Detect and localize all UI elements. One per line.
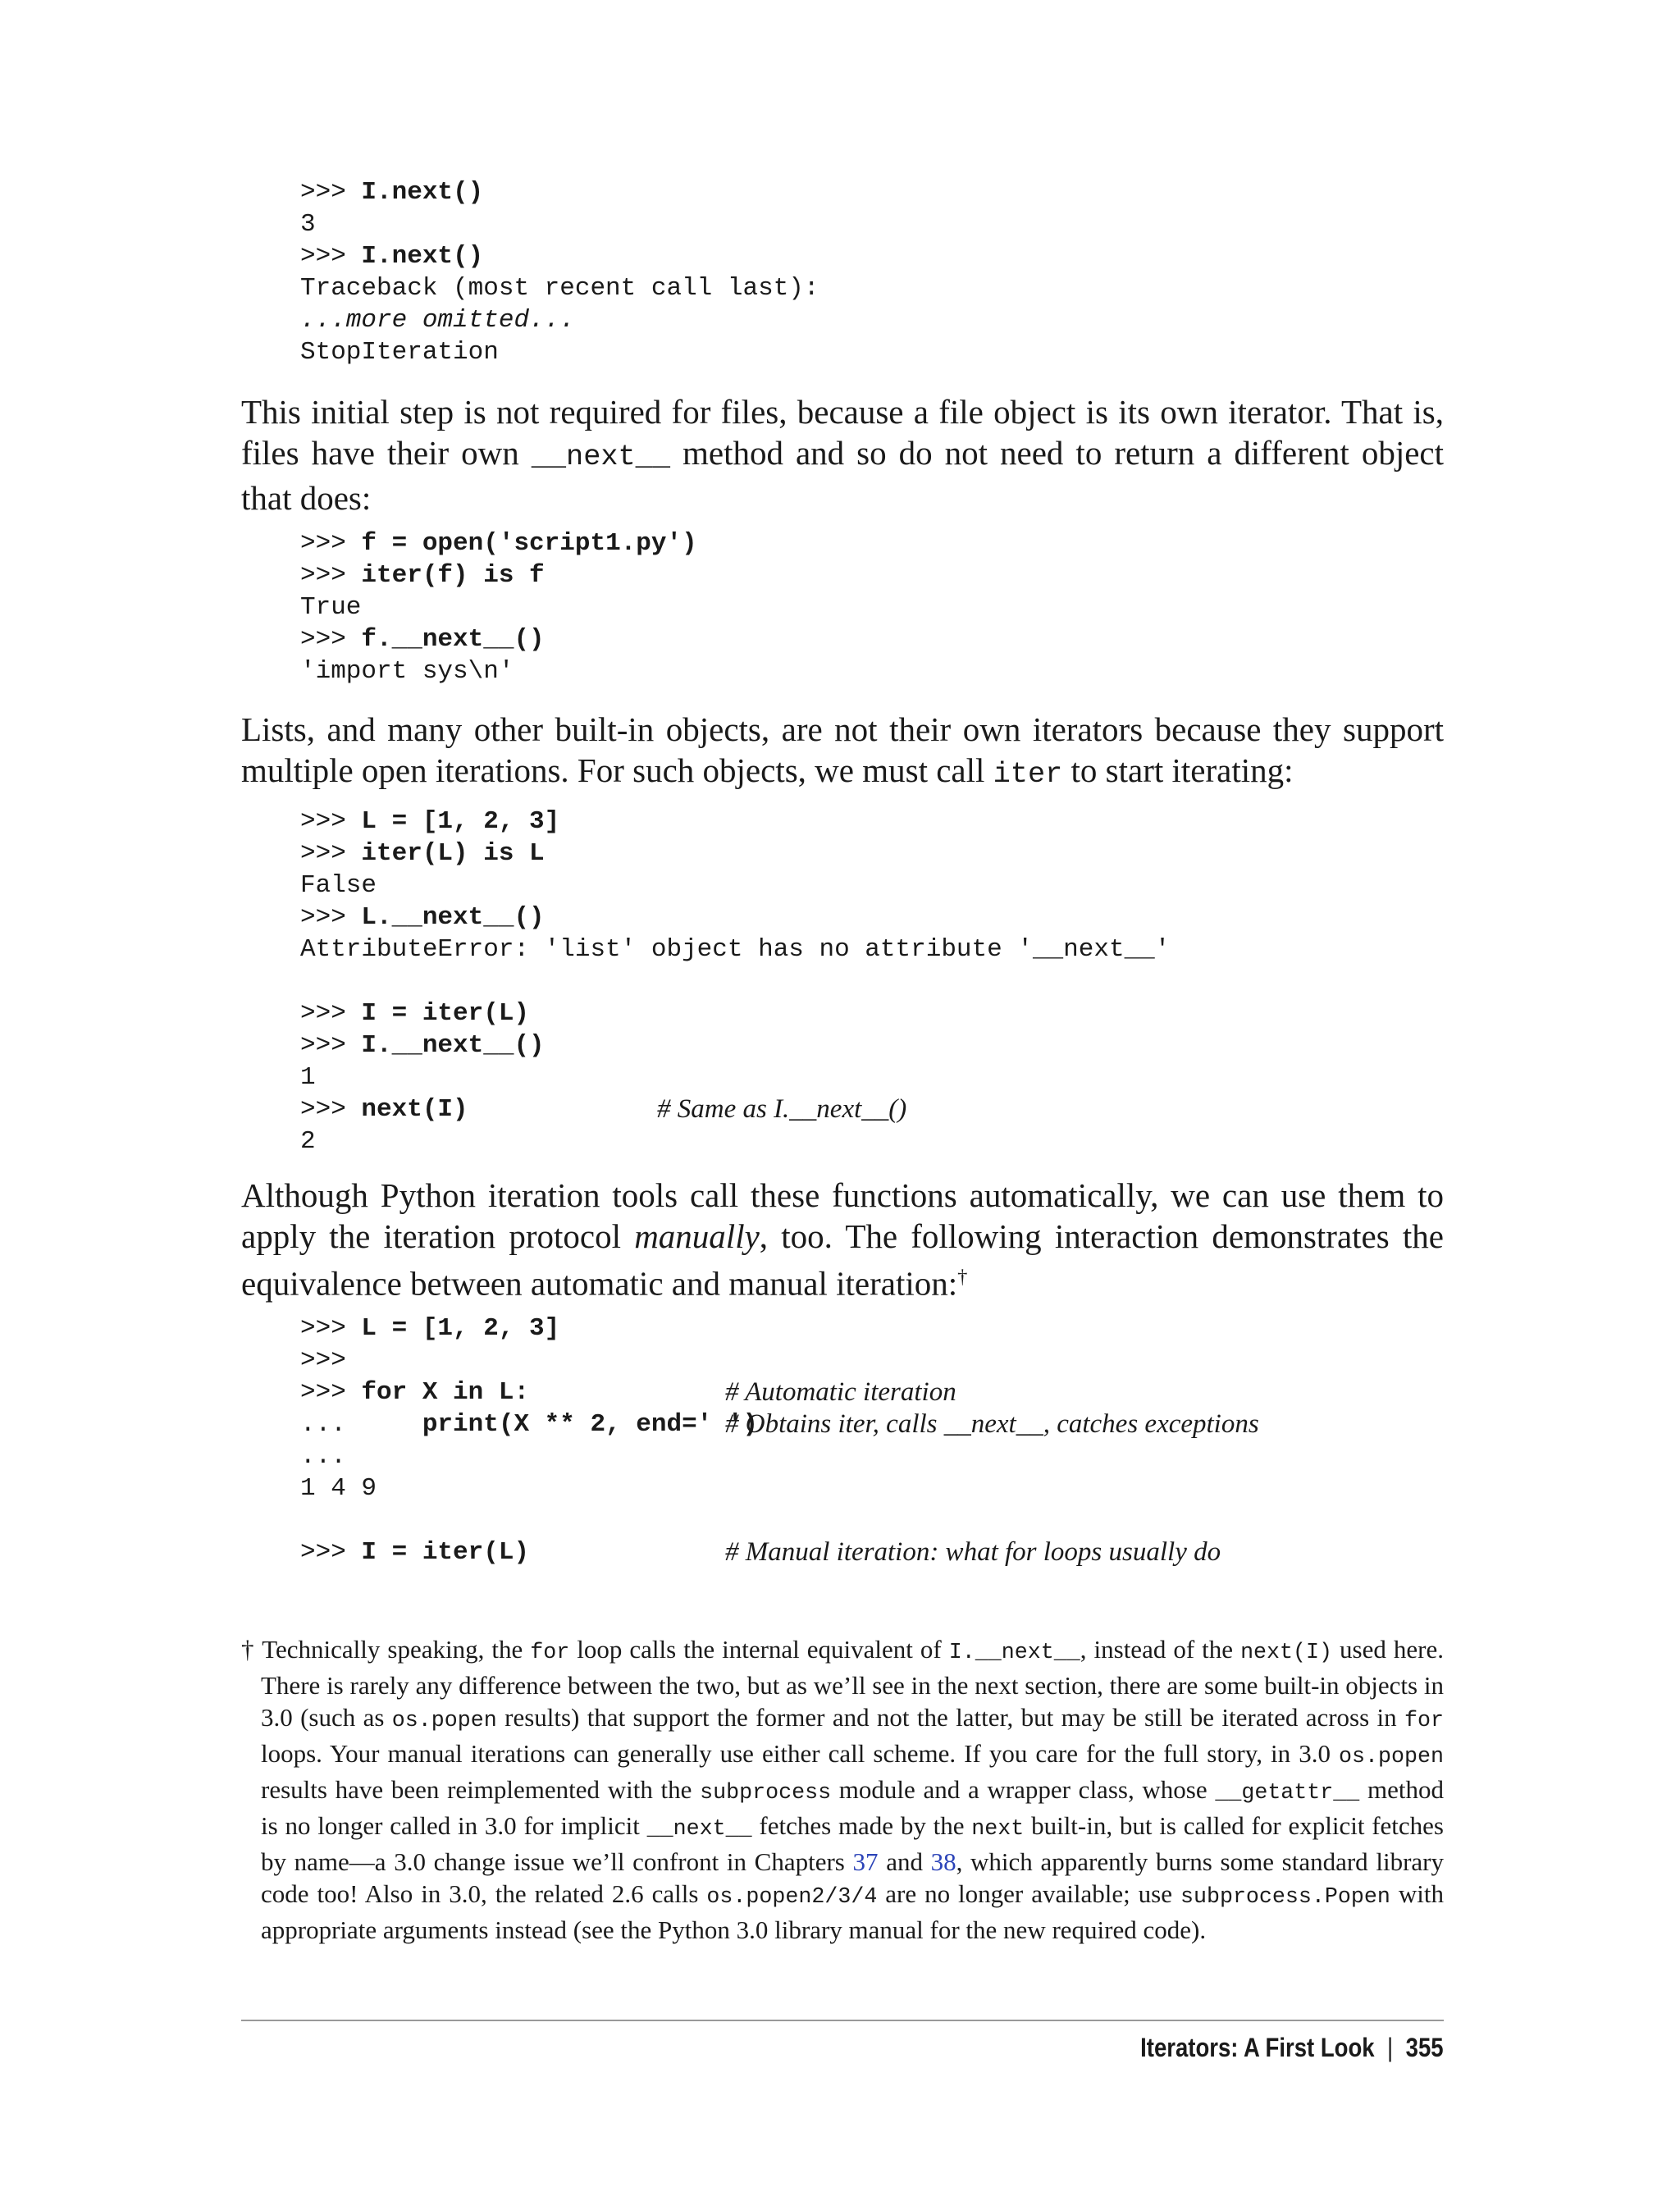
code-line: >>> L = [1, 2, 3] [300, 1314, 560, 1343]
footer-title: Iterators: A First Look [1140, 2033, 1375, 2062]
code-line: True [300, 593, 362, 622]
code-line: 2 [300, 1127, 316, 1156]
code-line: >>> I = iter(L) [300, 999, 530, 1028]
code-comment: # Obtains iter, calls __next__, catches exceptions [725, 1409, 1259, 1439]
code-line: >>> iter(L) is L [300, 839, 545, 868]
code-line: >>> I.__next__() [300, 1031, 545, 1060]
code-line: 1 [300, 1063, 316, 1092]
code-line: 1 4 9 [300, 1474, 377, 1503]
code-line: ... [300, 1442, 346, 1471]
code-line: 3 [300, 210, 316, 239]
paragraph-1: This initial step is not required for files, because a file object is its own iterator. That is, files have their own __next__ method and so do not need to return a different object that does: [241, 393, 1444, 517]
code-line-blank [300, 966, 1170, 998]
code-line-blank [300, 1504, 758, 1536]
code-line: ...more omitted... [300, 306, 575, 335]
code-line: >>> iter(f) is f [300, 561, 545, 590]
code-line: >>> for X in L: # Automatic iteration [300, 1377, 956, 1407]
code-line: >>> L = [1, 2, 3] [300, 807, 560, 836]
code-comment: # Automatic iteration [725, 1377, 956, 1407]
code-line: 'import sys\n' [300, 657, 514, 686]
paragraph-2: Lists, and many other built-in objects, are not their own iterators because they support multiple open iterations. For such objects, we must call iter to start iterating: [241, 710, 1444, 791]
code-comment: # Same as I.__next__() [657, 1094, 907, 1124]
code-block-4 [300, 1312, 1259, 1568]
paragraph-3: Although Python iteration tools call these functions automatically, we can use them to apply the iteration protocol manually, too. The following interaction demonstrates the equivalence between automatic and manual iteration:† [241, 1176, 1444, 1303]
chapter-link-38[interactable]: 38 [930, 1847, 956, 1876]
code-line: >>> L.__next__() [300, 903, 545, 932]
code-block-2 [300, 527, 697, 687]
page-footer [1141, 2031, 1444, 2064]
code-line: >>> f = open('script1.py') [300, 529, 697, 558]
footnote: † Technically speaking, the for loop calls the internal equivalent of I.__next__, instead of the next(I) used here. There is rarely any difference between the two, but as we’ll see in the next section, there are some built-in objects in 3.0 (such as os.popen results) that support the former and not the latter, but may be still be iterated across in for loops. Your manual iterations can generally use either call scheme. If you care for the full story, in 3.0 os.popen results have been reimplemented with the subprocess module and a wrapper class, whose __getattr__ method is no longer called in 3.0 for implicit __next__ fetches made by the next built-in, but is called for explicit fetches by name—a 3.0 change issue we’ll confront in Chapters 37 and 38, which apparently burns some standard library code too! Also in 3.0, the related 2.6 calls os.popen2/3/4 are no longer available; use subprocess.Popen with appropriate arguments instead (see the Python 3.0 library manual for the new required code). [241, 1635, 1444, 1944]
code-block-3 [300, 806, 1170, 1157]
page-number: 355 [1406, 2033, 1444, 2062]
code-line: >>> I.next() [300, 242, 484, 271]
footnote-marker[interactable]: † [957, 1266, 968, 1288]
footer-separator: | [1387, 2033, 1394, 2062]
code-block-1 [300, 176, 819, 368]
code-line: ... print(X ** 2, end=' ') # Obtains iter, calls __next__, catches exceptions [300, 1409, 1259, 1439]
code-line: AttributeError: 'list' object has no attribute '__next__' [300, 935, 1171, 964]
code-line: >>> next(I) # Same as I.__next__() [300, 1094, 907, 1124]
code-line: False [300, 871, 377, 900]
chapter-link-37[interactable]: 37 [852, 1847, 879, 1876]
code-line: >>> [300, 1346, 346, 1375]
code-line: StopIteration [300, 338, 499, 367]
code-comment: # Manual iteration: what for loops usually do [725, 1537, 1221, 1567]
code-line: Traceback (most recent call last): [300, 274, 819, 303]
code-line: >>> f.__next__() [300, 625, 545, 654]
footer-rule [241, 2020, 1444, 2021]
code-line: >>> I = iter(L) # Manual iteration: what for loops usually do [300, 1537, 1221, 1567]
code-line: >>> I.next() [300, 178, 484, 207]
